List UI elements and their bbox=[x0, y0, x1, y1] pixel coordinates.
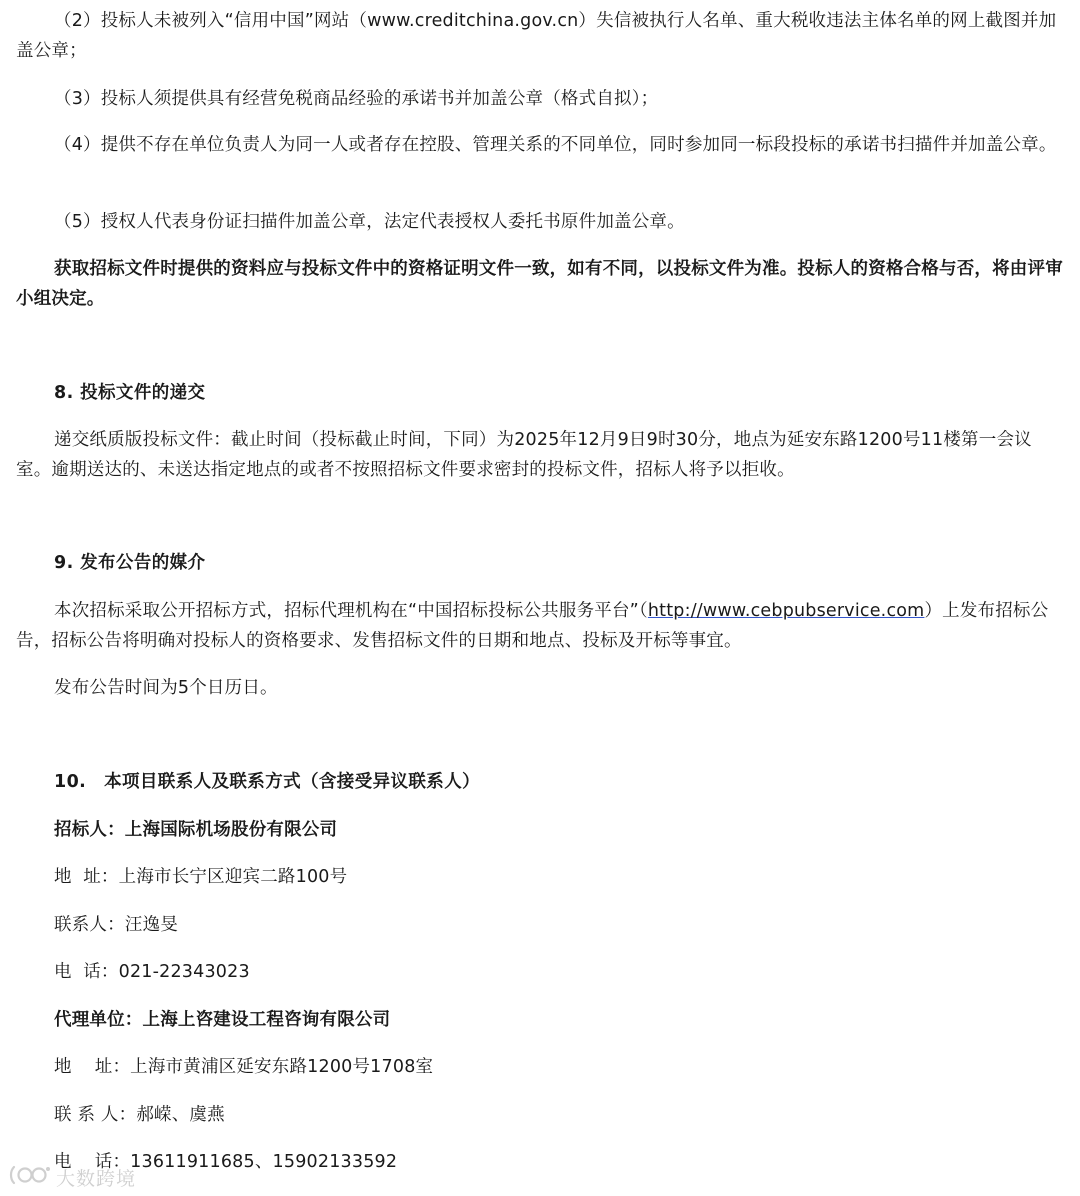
watermark-text: 大数跨境 bbox=[56, 1167, 137, 1190]
requirement-item-5: （5）授权人代表身份证扫描件加盖公章，法定代表授权人委托书原件加盖公章。 bbox=[54, 212, 685, 232]
brand-logo-icon bbox=[8, 1162, 52, 1192]
agent-address: 地 址：上海市黄浦区延安东路1200号1708室 bbox=[54, 1057, 434, 1077]
tenderer-contact: 联系人：汪逸旻 bbox=[54, 915, 178, 935]
cebpubservice-link[interactable]: http://www.cebpubservice.com bbox=[647, 601, 925, 621]
section-8-heading: 8. 投标文件的递交 bbox=[54, 383, 206, 403]
watermark bbox=[8, 1162, 136, 1192]
requirement-item-3: （3）投标人须提供具有经营免税商品经验的承诺书并加盖公章（格式自拟）； bbox=[54, 89, 659, 109]
tenderer-name: 招标人：上海国际机场股份有限公司 bbox=[54, 820, 338, 840]
section-9-body bbox=[16, 596, 1064, 656]
agent-name: 代理单位：上海上咨建设工程咨询有限公司 bbox=[54, 1010, 391, 1030]
tenderer-phone: 电 话：021-22343023 bbox=[54, 962, 250, 982]
section-9-body-after-link: ）上发布招标公告，招标公告将明确对投标人的资格要求、发售招标文件的日期和地点、投标及开标等事宜。 bbox=[16, 601, 1049, 651]
section-10-heading: 10. 本项目联系人及联系方式（含接受异议联系人） bbox=[54, 772, 480, 792]
requirement-item-4: （4）提供不存在单位负责人为同一人或者存在控股、管理关系的不同单位，同时参加同一标段投标的承诺书扫描件并加盖公章。 bbox=[54, 135, 1057, 155]
section-9-body-before-link: 本次招标采取公开招标方式，招标代理机构在“中国招标投标公共服务平台”（ bbox=[54, 601, 648, 621]
qualification-note: 获取招标文件时提供的资料应与投标文件中的资格证明文件一致，如有不同，以投标文件为准。投标人的资格合格与否，将由评审小组决定。 bbox=[16, 259, 1063, 309]
section-9-heading: 9. 发布公告的媒介 bbox=[54, 553, 206, 573]
section-8-body: 递交纸质版投标文件：截止时间（投标截止时间，下同）为2025年12月9日9时30分，地点为延安东路1200号11楼第一会议室。逾期送达的、未送达指定地点的或者不按照招标文件要求密封的投标文件，招标人将予以拒收。 bbox=[16, 430, 1032, 480]
requirement-item-2: （2）投标人未被列入“信用中国”网站（www.creditchina.gov.cn）失信被执行人名单、重大税收违法主体名单的网上截图并加盖公章； bbox=[16, 11, 1057, 61]
tenderer-address: 地 址：上海市长宁区迎宾二路100号 bbox=[54, 867, 348, 887]
section-9-period: 发布公告时间为5个日历日。 bbox=[54, 678, 278, 698]
agent-contact: 联 系 人：郝嵘、虞燕 bbox=[54, 1105, 225, 1125]
agent-phone: 电 话：13611911685、15902133592 bbox=[54, 1152, 398, 1172]
